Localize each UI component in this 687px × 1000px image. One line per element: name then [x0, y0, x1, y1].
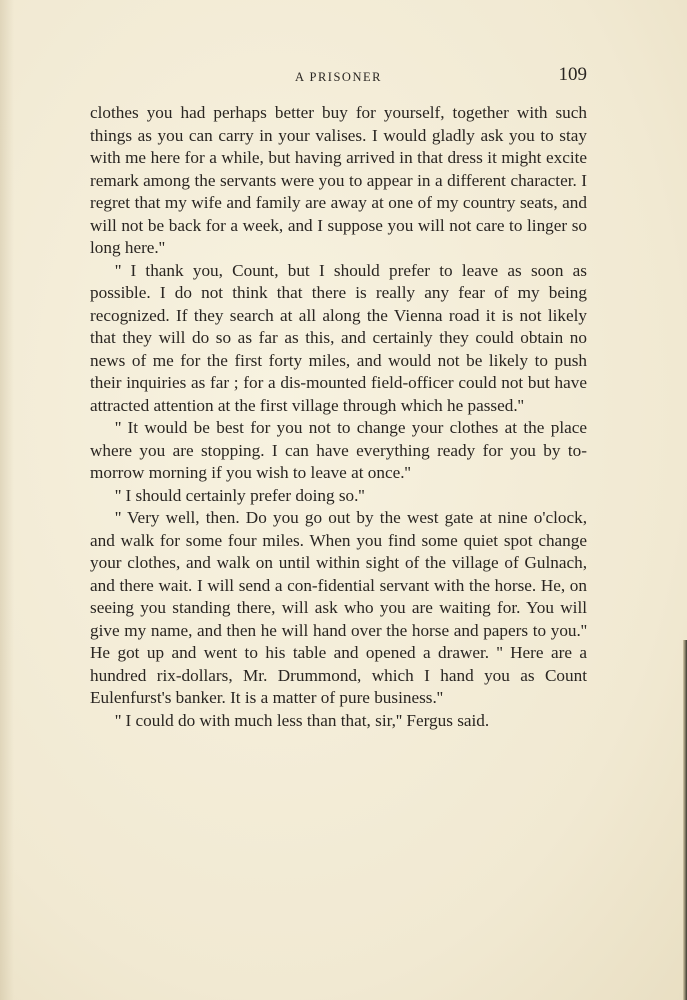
page-number: 109: [558, 64, 587, 85]
paragraph-5: '' Very well, then. Do you go out by the west gate at nine o'clock, and walk for some four miles. When you find some quiet spot change your clothes, and walk on until within sight of the village of Gulnach, and there wait. I will send a con-fidential servant with the horse. He, on seeing you standing there, will ask who you are waiting for. You will give my name, and then he will hand over the horse and papers to you.'' He got up and went to his table and opened a drawer. '' Here are a hundred rix-dollars, Mr. Drummond, which I hand you as Count Eulenfurst's banker. It is a matter of pure business.'': [90, 508, 587, 707]
page-gutter-shadow: [0, 0, 14, 1000]
paragraph-2: '' I thank you, Count, but I should prefer to leave as soon as possible. I do not think that there is really any fear of my being recognized. If they search at all along the Vienna road it is not likely that they will do so as far as this, and certainly they could obtain no news of me for the first forty miles, and would not be likely to push their inquiries as far ; for a dis-mounted field-officer could not but have attracted attention at the first village through which he passed.'': [90, 260, 587, 415]
paragraph-3: '' It would be best for you not to change your clothes at the place where you are stopping. I can have everything ready for you by to-morrow morning if you wish to leave at once.'': [90, 418, 587, 482]
running-head: A PRISONER: [295, 70, 382, 84]
paragraph-6: '' I could do with much less than that, sir,'' Fergus said.: [115, 710, 490, 730]
paragraph-1: clothes you had perhaps better buy for yourself, together with such things as you can carry in your valises. I would gladly ask you to stay with me here for a while, but having arrived in that dress it might excite remark among the servants were you to appear in a different character. I regret that my wife and family are away at one of my country seats, and will not be back for a week, and I suppose you will not care to linger so long here.'': [90, 103, 587, 257]
paragraph-4: '' I should certainly prefer doing so.'': [115, 485, 365, 505]
page-header: [90, 64, 587, 88]
body-text: [90, 102, 587, 732]
page-edge: [683, 640, 687, 1000]
